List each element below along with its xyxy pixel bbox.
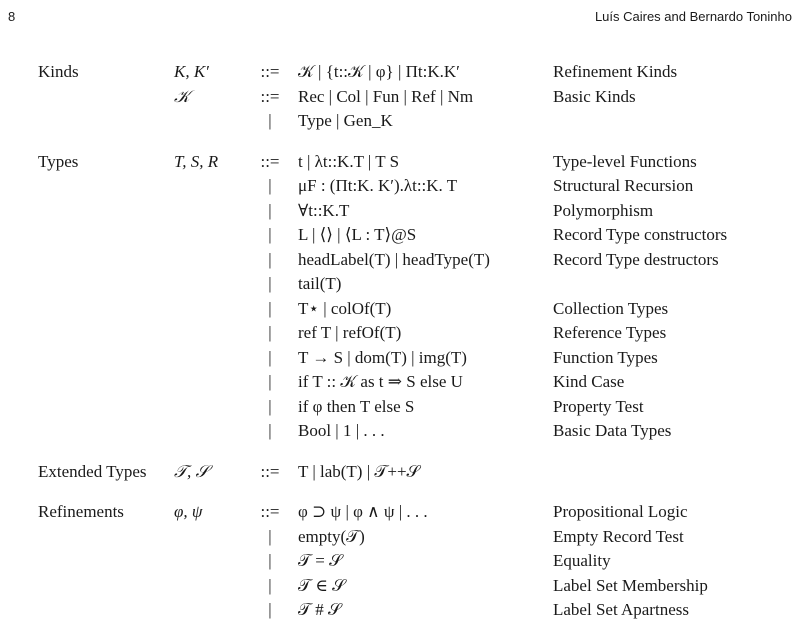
- grammar-row: [38, 500, 798, 525]
- section-extended-types: [38, 460, 798, 485]
- production-description: Refinement Kinds: [553, 62, 678, 81]
- production-operator: |: [268, 323, 272, 342]
- production-description: Basic Kinds: [553, 86, 636, 106]
- production-description: Function Types: [553, 347, 658, 367]
- production-operator: |: [268, 347, 272, 367]
- grammar-row: [38, 419, 798, 444]
- production-operator: |: [268, 372, 272, 391]
- production: T⋆ | colOf(T): [298, 298, 392, 318]
- grammar-row: [38, 174, 798, 199]
- grammar-row: [38, 598, 798, 623]
- production: μF : (Πt:K. K′).λt::K. T: [298, 176, 458, 195]
- metavariable: K, K′: [174, 62, 209, 81]
- grammar-figure: [38, 60, 798, 639]
- production: tail(T): [298, 274, 342, 293]
- production-description: Empty Record Test: [553, 526, 684, 546]
- production-operator: |: [268, 551, 272, 570]
- category-label: Refinements: [38, 502, 124, 521]
- production-operator: |: [268, 249, 272, 269]
- metavariable: 𝒦: [174, 86, 190, 106]
- category-label: Kinds: [38, 62, 79, 81]
- grammar-row: [38, 223, 798, 248]
- grammar-row: [38, 370, 798, 395]
- production-operator: |: [268, 225, 272, 244]
- production-operator: |: [268, 600, 272, 619]
- category-label: Extended Types: [38, 461, 147, 481]
- category-label: Types: [38, 151, 79, 171]
- production-operator: ::=: [260, 62, 280, 81]
- grammar-row: [38, 321, 798, 346]
- production-description: Basic Data Types: [553, 421, 672, 440]
- production: Bool | 1 | . . .: [298, 421, 385, 440]
- production-operator: ::=: [260, 151, 280, 171]
- grammar-row: [38, 346, 798, 371]
- metavariable: T, S, R: [174, 151, 219, 171]
- production: t | λt::K.T | T S: [298, 151, 400, 171]
- production-description: Record Type constructors: [553, 225, 728, 244]
- grammar-row: [38, 549, 798, 574]
- grammar-row: [38, 60, 798, 85]
- grammar-row: [38, 395, 798, 420]
- production: 𝒯 # 𝒮: [298, 600, 342, 619]
- metavariable: 𝒯, 𝒮: [174, 461, 209, 481]
- production: ∀t::K.T: [298, 200, 350, 220]
- production: headLabel(T) | headType(T): [298, 249, 490, 269]
- production-operator: |: [268, 526, 272, 546]
- page-header: [0, 0, 800, 40]
- production: 𝒯 ∈ 𝒮: [298, 575, 346, 595]
- production: ref T | refOf(T): [298, 323, 402, 342]
- production-operator: |: [268, 396, 272, 416]
- grammar-row: [38, 150, 798, 175]
- production-operator: |: [268, 200, 272, 220]
- production: Type | Gen_K: [298, 111, 393, 130]
- section-types: [38, 150, 798, 444]
- production-description: Structural Recursion: [553, 176, 694, 195]
- production: 𝒦 | {t::𝒦 | φ} | Πt:K.K′: [298, 62, 460, 81]
- production: if φ then T else S: [298, 396, 415, 416]
- production-operator: |: [268, 298, 272, 318]
- grammar-row: [38, 297, 798, 322]
- production-description: Propositional Logic: [553, 502, 688, 521]
- production-operator: ::=: [260, 86, 280, 106]
- grammar-row: [38, 574, 798, 599]
- production: φ ⊃ ψ | φ ∧ ψ | . . .: [298, 502, 428, 521]
- production-description: Label Set Membership: [553, 575, 708, 595]
- grammar-row: [38, 272, 798, 297]
- production: empty(𝒯): [298, 526, 365, 546]
- production: T | lab(T) | 𝒯++𝒮: [298, 461, 420, 481]
- production-description: Label Set Apartness: [553, 600, 689, 619]
- production: 𝒯 = 𝒮: [298, 551, 343, 570]
- production-operator: |: [268, 575, 272, 595]
- page-number: 8: [8, 9, 16, 24]
- production: L | ⟨⟩ | ⟨L : T⟩@S: [298, 225, 417, 244]
- production-description: Kind Case: [553, 372, 625, 391]
- production-operator: ::=: [260, 461, 280, 481]
- grammar-row: [38, 525, 798, 550]
- grammar-row: [38, 460, 798, 485]
- production-description: Reference Types: [553, 323, 667, 342]
- production: if T :: 𝒦 as t ⇒ S else U: [298, 372, 463, 391]
- production-description: Equality: [553, 551, 611, 570]
- production-description: Record Type destructors: [553, 249, 719, 269]
- production-operator: |: [268, 111, 272, 130]
- grammar-row: [38, 199, 798, 224]
- production-operator: ::=: [260, 502, 280, 521]
- production-description: Collection Types: [553, 298, 669, 318]
- production-description: Polymorphism: [553, 200, 654, 220]
- production-operator: |: [268, 421, 272, 440]
- production: T → S | dom(T) | img(T): [298, 347, 467, 367]
- metavariable: φ, ψ: [174, 502, 203, 521]
- grammar-row: [38, 109, 798, 134]
- production: Rec | Col | Fun | Ref | Nm: [298, 86, 474, 106]
- production-description: Property Test: [553, 396, 644, 416]
- production-description: Type-level Functions: [553, 151, 697, 171]
- running-head-authors: Luís Caires and Bernardo Toninho: [594, 9, 792, 24]
- grammar-row: [38, 85, 798, 110]
- production-operator: |: [268, 274, 272, 293]
- section-refinements: [38, 500, 798, 623]
- production-operator: |: [268, 176, 272, 195]
- grammar-row: [38, 248, 798, 273]
- section-kinds: [38, 60, 798, 134]
